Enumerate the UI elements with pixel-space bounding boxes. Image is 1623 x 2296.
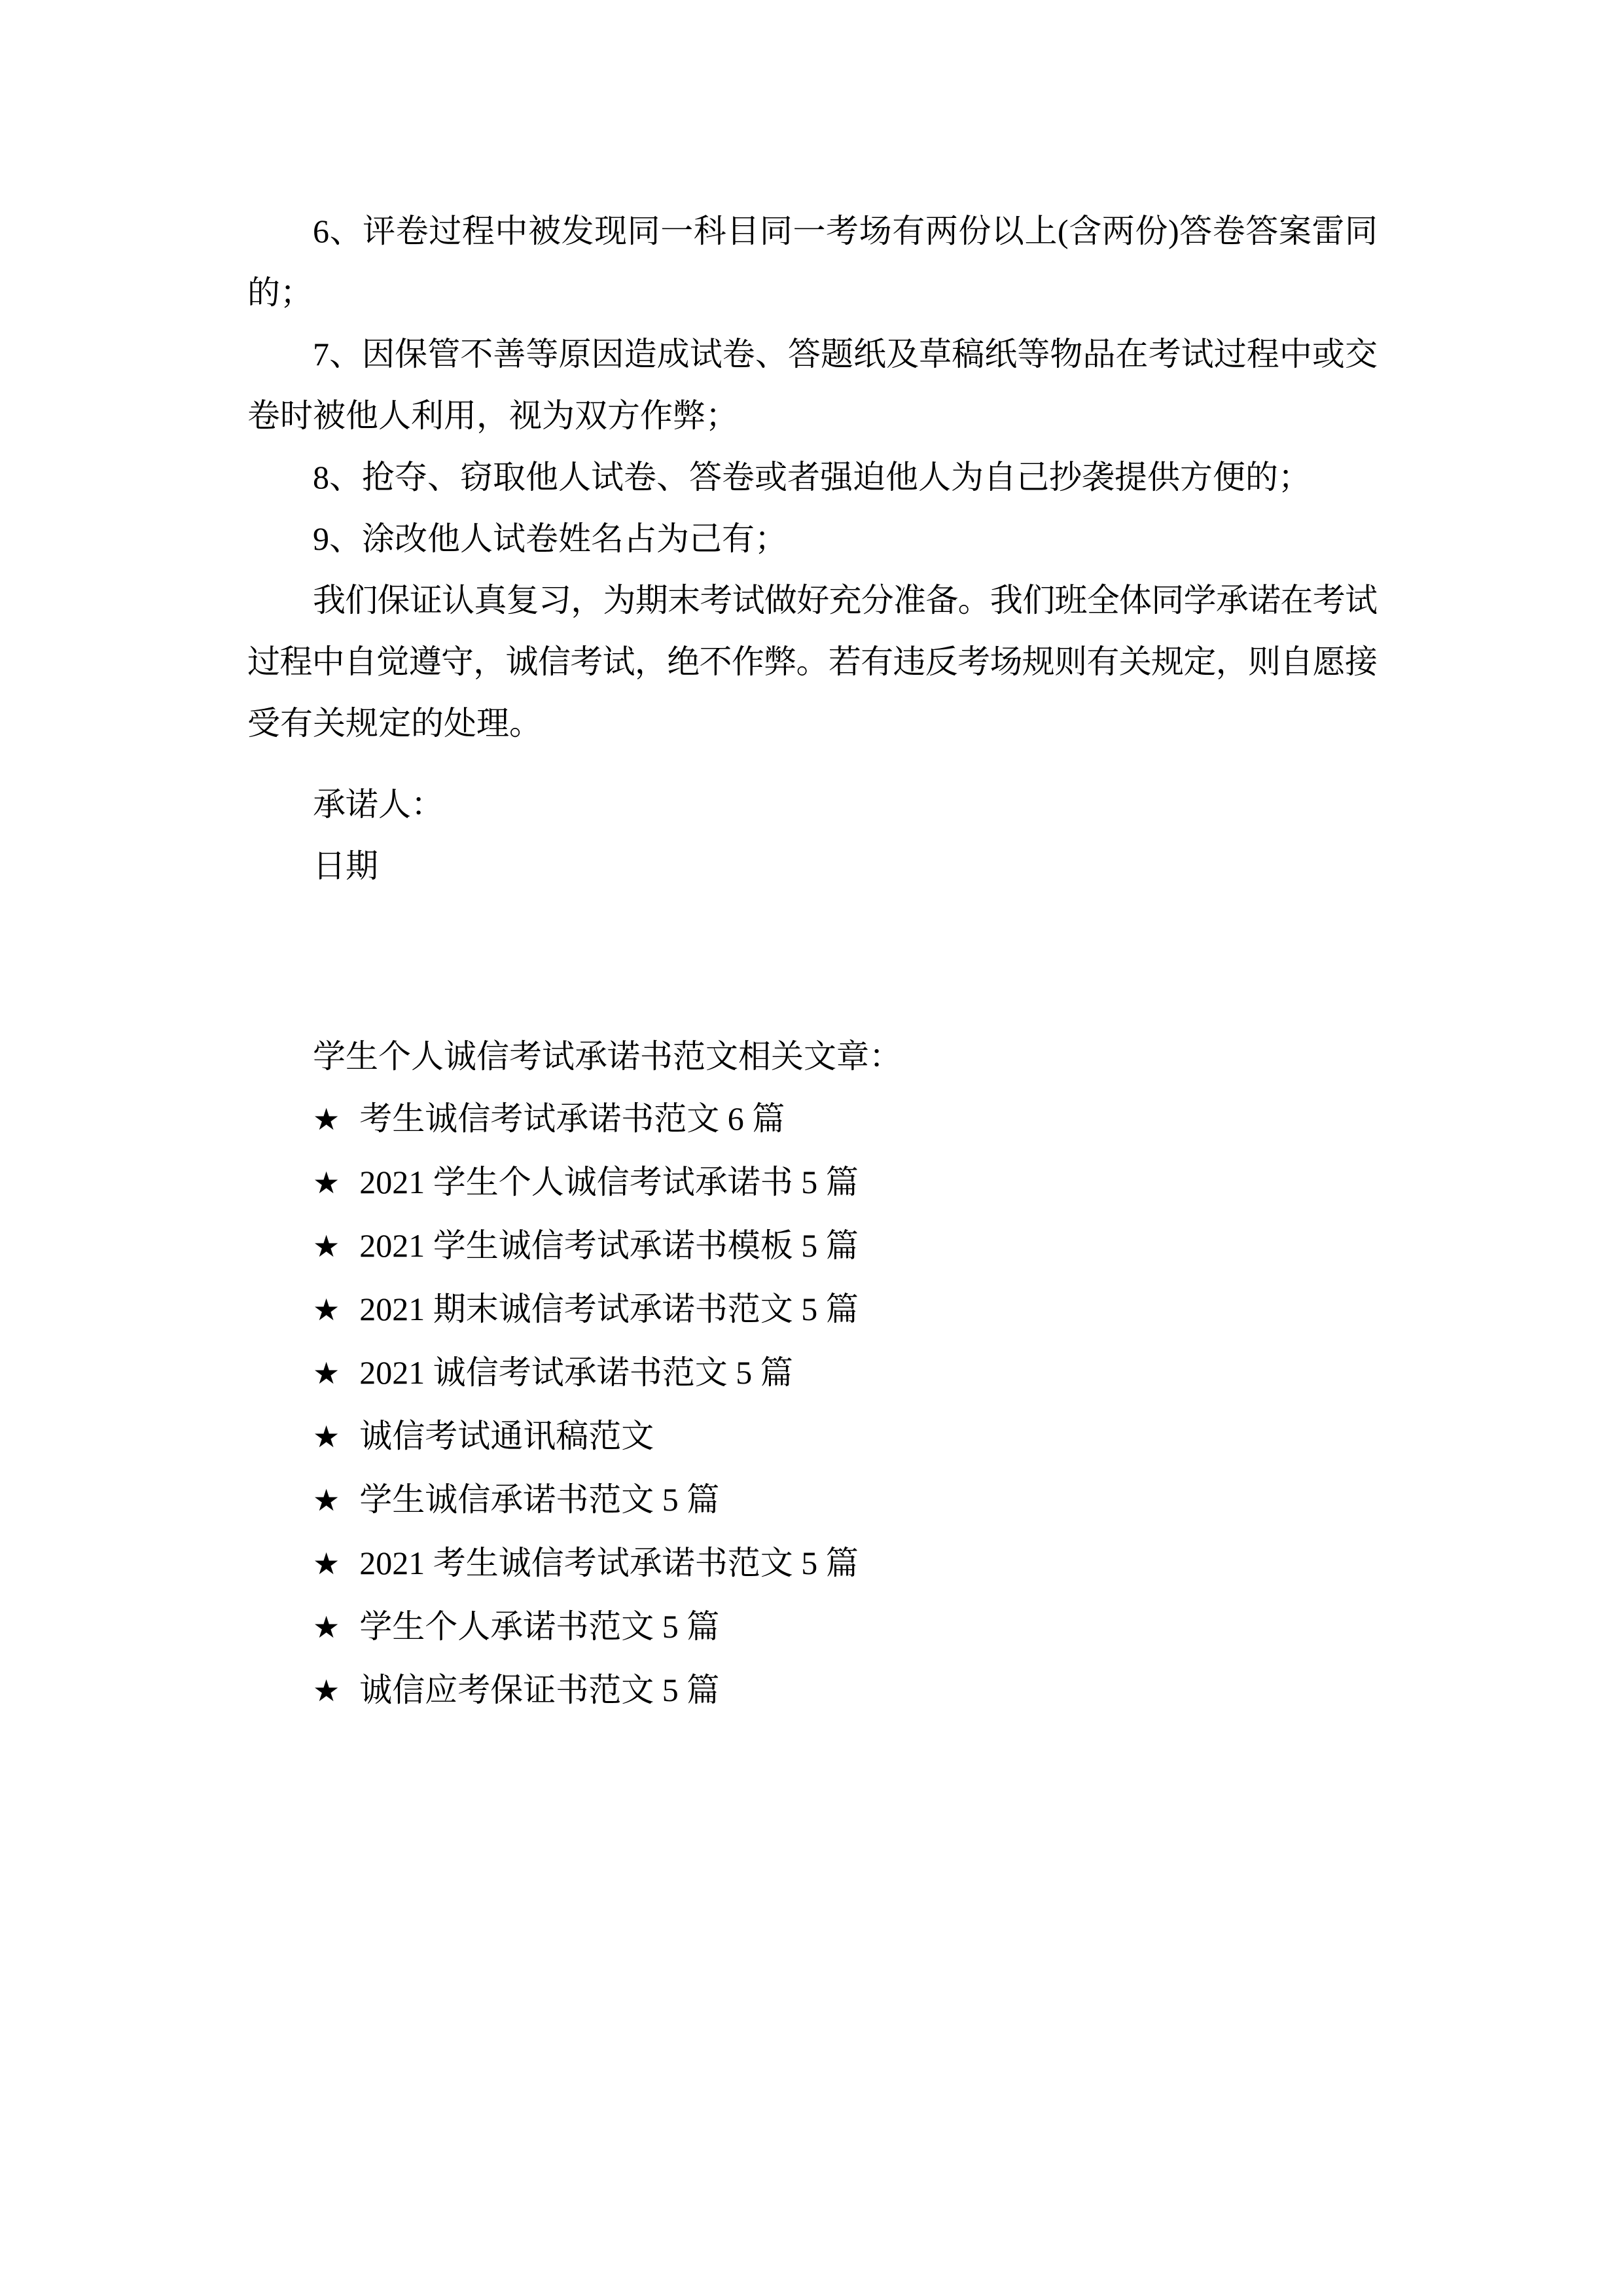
pledge-line-1: 我们保证认真复习，为期末考试做好充分准备。我们班全体同学承诺在考试 — [313, 582, 1376, 619]
related-article-item — [247, 1278, 1376, 1341]
star-icon: ★ — [313, 1292, 340, 1327]
related-article-label: 2021 诚信考试承诺书范文 5 篇 — [359, 1354, 793, 1391]
clause-9-line: 9、涂改他人试卷姓名占为己有； — [313, 520, 787, 557]
related-article-item — [247, 1468, 1376, 1532]
clause-8-line: 8、抢夺、窃取他人试卷、答卷或者强迫他人为自己抄袭提供方便的； — [313, 459, 1311, 495]
related-article-label: 2021 学生诚信考试承诺书模板 5 篇 — [359, 1227, 859, 1264]
star-icon: ★ — [313, 1419, 340, 1454]
clause-7-line-2: 卷时被他人利用，视为双方作弊； — [247, 397, 738, 434]
related-article-label: 2021 期末诚信考试承诺书范文 5 篇 — [359, 1291, 859, 1327]
clause-7-line-1: 7、因保管不善等原因造成试卷、答题纸及草稿纸等物品在考试过程中或交 — [313, 336, 1376, 372]
star-icon: ★ — [313, 1482, 340, 1518]
clause-6-line-2: 的； — [247, 274, 313, 311]
related-article-item — [247, 1659, 1376, 1722]
related-article-label: 学生诚信承诺书范文 5 篇 — [359, 1481, 720, 1518]
signer-label: 承诺人： — [313, 786, 444, 823]
pledge-line-3: 受有关规定的处理。 — [247, 705, 542, 742]
related-article-label: 诚信应考保证书范文 5 篇 — [359, 1672, 720, 1708]
related-article-label: 考生诚信考试承诺书范文 6 篇 — [359, 1100, 785, 1137]
related-article-label: 2021 考生诚信考试承诺书范文 5 篇 — [359, 1545, 859, 1581]
star-icon: ★ — [313, 1165, 340, 1200]
date-label: 日期 — [313, 848, 378, 884]
related-article-item — [247, 1214, 1376, 1278]
related-article-item — [247, 1595, 1376, 1659]
related-article-item — [247, 1532, 1376, 1595]
pledge-line-2: 过程中自觉遵守，诚信考试，绝不作弊。若有违反考场规则有关规定，则自愿接 — [247, 643, 1376, 680]
clause-6-line-1: 6、评卷过程中被发现同一科目同一考场有两份以上(含两份)答卷答案雷同 — [313, 213, 1376, 249]
star-icon: ★ — [313, 1355, 340, 1391]
star-icon: ★ — [313, 1673, 340, 1708]
related-article-label: 2021 学生个人诚信考试承诺书 5 篇 — [359, 1164, 859, 1200]
related-article-label: 诚信考试通讯稿范文 — [359, 1418, 654, 1454]
related-article-label: 学生个人承诺书范文 5 篇 — [359, 1608, 720, 1645]
star-icon: ★ — [313, 1229, 340, 1264]
text-block — [247, 200, 1376, 1722]
star-icon: ★ — [313, 1546, 340, 1581]
related-article-item — [247, 1405, 1376, 1468]
related-article-item — [247, 1151, 1376, 1214]
related-article-item — [247, 1341, 1376, 1405]
star-icon: ★ — [313, 1102, 340, 1137]
related-article-item — [247, 1087, 1376, 1151]
star-icon: ★ — [313, 1609, 340, 1645]
related-articles-heading: 学生个人诚信考试承诺书范文相关文章： — [313, 1038, 902, 1075]
